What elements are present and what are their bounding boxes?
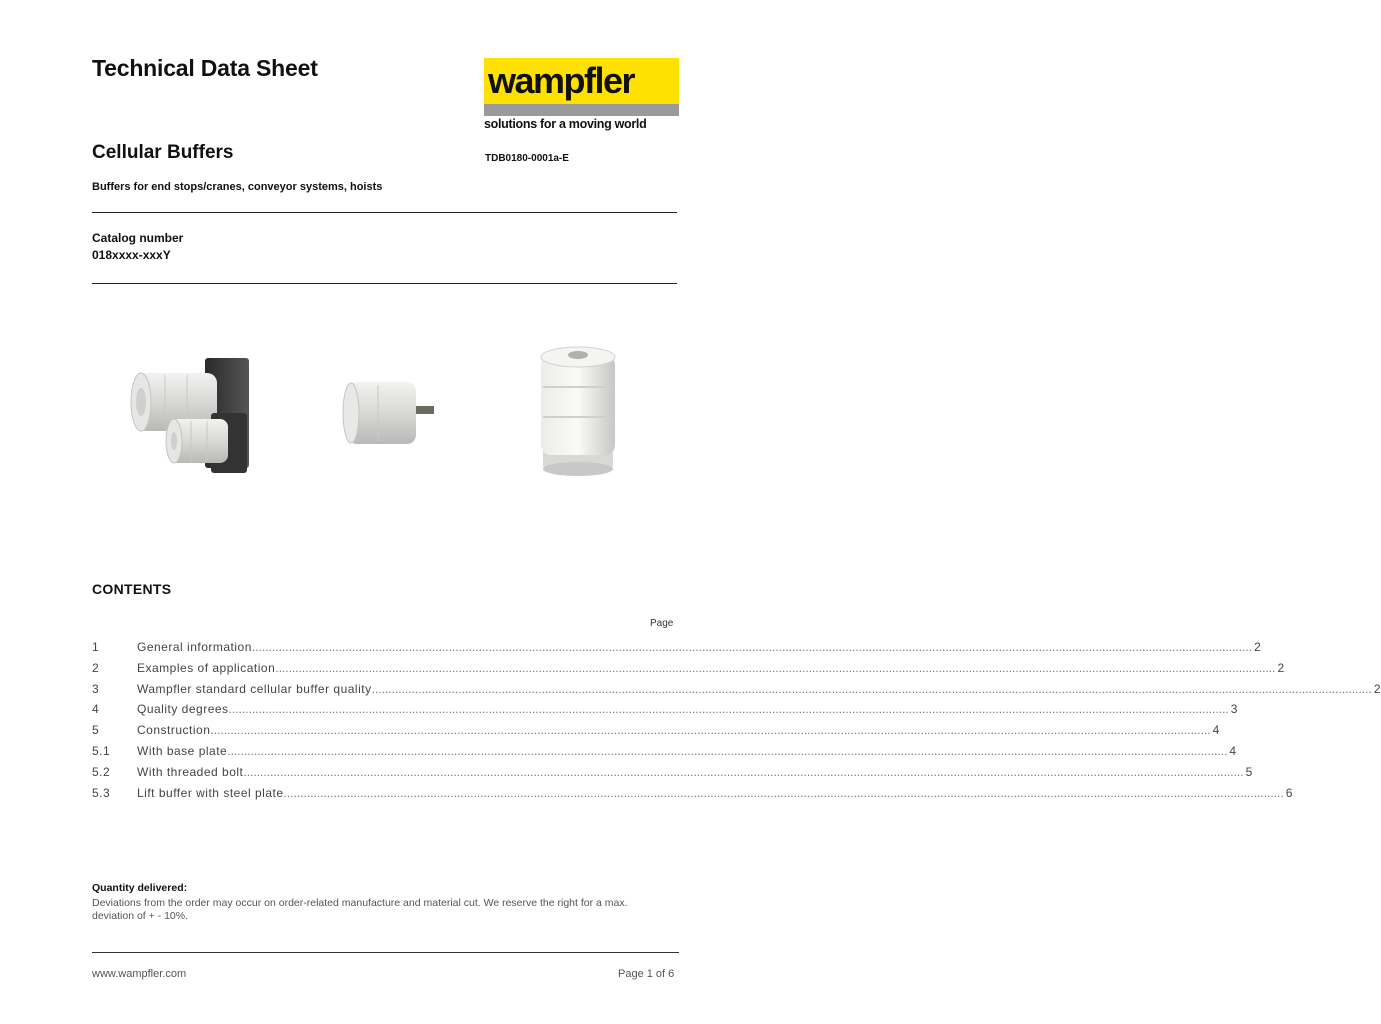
toc-entry-number: 4 (92, 702, 100, 717)
document-id: TDB0180-0001a-E (485, 153, 569, 164)
table-of-contents (92, 640, 1381, 806)
buffer-with-base-plate-image (125, 355, 275, 480)
toc-entry-page: 4 (1229, 743, 1237, 758)
contents-page-label: Page (650, 618, 674, 629)
wampfler-logo (484, 58, 679, 116)
footer-website: www.wampfler.com (92, 968, 187, 980)
toc-entry (92, 640, 1262, 661)
toc-entry-page: 3 (1230, 702, 1238, 717)
toc-entry-title: Construction (137, 723, 211, 738)
toc-entry-page: 2 (1277, 660, 1285, 675)
toc-entry-title: General information (137, 640, 252, 654)
toc-entry-title: Lift buffer with steel plate (137, 785, 284, 800)
toc-leader-dots: ............................................................................................................................................................................................................................................................................................................ (228, 702, 1229, 717)
toc-entry-title: With base plate (137, 743, 228, 758)
toc-entry-number: 1 (92, 640, 100, 654)
contents-heading: CONTENTS (92, 581, 172, 597)
toc-leader-dots: ............................................................................................................................................................................................................................................................................................................ (210, 723, 1211, 738)
toc-entry (92, 785, 1293, 807)
toc-entry (92, 743, 1237, 765)
toc-entry (92, 660, 1285, 682)
logo-wordmark: wampfler (488, 60, 635, 101)
toc-entry (92, 681, 1381, 703)
toc-entry-number: 5 (92, 723, 100, 738)
product-title: Cellular Buffers (92, 142, 234, 163)
toc-entry-page: 2 (1254, 640, 1262, 654)
footer-divider (92, 952, 679, 953)
catalog-number-value: 018xxxx-xxxY (92, 248, 171, 262)
toc-entry-number: 3 (92, 681, 100, 696)
product-tagline: Buffers for end stops/cranes, conveyor systems, hoists (92, 181, 383, 193)
logo-gray-band (484, 104, 679, 116)
toc-entry-number: 5.1 (92, 743, 111, 758)
toc-leader-dots: ............................................................................................................................................................................................................................................................................................................ (371, 681, 1372, 696)
toc-entry-number: 5.3 (92, 785, 111, 800)
divider (92, 212, 677, 213)
quantity-delivered-text: Deviations from the order may occur on order-related manufacture and material cut. We reserve the right for a max. deviation of + - 10%. (92, 897, 628, 922)
lift-buffer-image (535, 345, 620, 480)
catalog-number-label: Catalog number (92, 231, 184, 245)
toc-entry-page: 6 (1285, 785, 1293, 800)
quantity-delivered-label: Quantity delivered: (92, 882, 188, 894)
toc-leader-dots: ............................................................................................................................................................................................................................................................................................................ (227, 743, 1228, 758)
toc-leader-dots: ............................................................................................................................................................................................................................................................................................................ (275, 660, 1276, 675)
toc-entry-title: Examples of application (137, 660, 276, 675)
toc-entry (92, 702, 1238, 723)
document-title: Technical Data Sheet (92, 55, 318, 81)
toc-entry-title: Quality degrees (137, 702, 229, 717)
toc-entry-title: With threaded bolt (137, 764, 244, 779)
toc-entry-number: 5.2 (92, 764, 111, 779)
toc-leader-dots: ............................................................................................................................................................................................................................................................................................................ (251, 640, 1253, 654)
toc-leader-dots: ............................................................................................................................................................................................................................................................................................................ (243, 764, 1244, 779)
toc-entry-page: 4 (1212, 723, 1220, 738)
buffer-with-threaded-bolt-image (342, 378, 437, 448)
logo-slogan: solutions for a moving world (484, 117, 647, 131)
divider (92, 283, 677, 284)
toc-entry (92, 764, 1253, 786)
toc-leader-dots: ............................................................................................................................................................................................................................................................................................................ (283, 785, 1284, 800)
toc-entry (92, 723, 1220, 744)
toc-entry-number: 2 (92, 660, 100, 675)
footer-page-info: Page 1 of 6 (618, 968, 675, 980)
toc-entry-title: Wampfler standard cellular buffer quality (137, 681, 372, 696)
toc-entry-page: 5 (1245, 764, 1253, 779)
toc-entry-page: 2 (1373, 681, 1381, 696)
